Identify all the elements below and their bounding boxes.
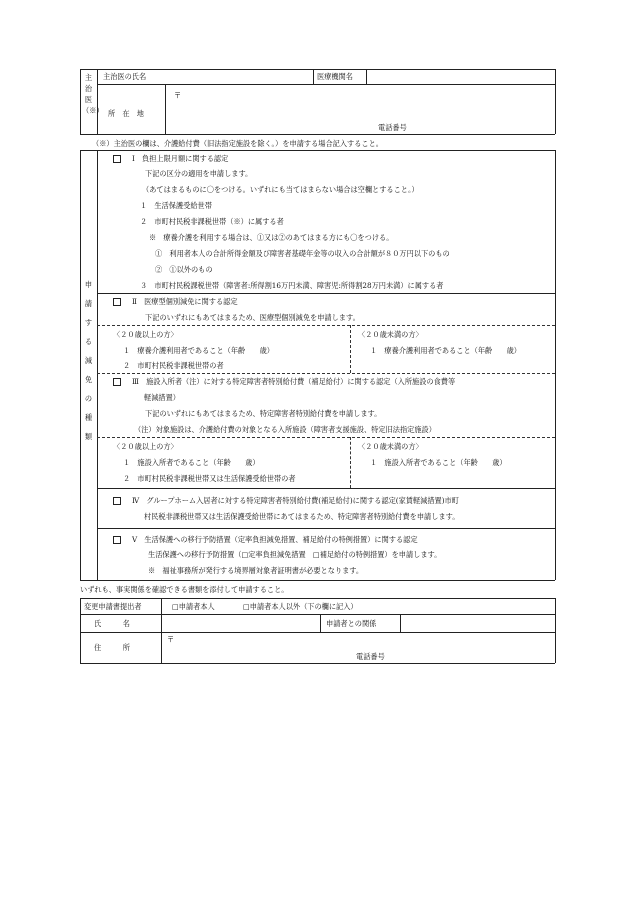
doctor-address-field[interactable] bbox=[166, 86, 554, 132]
section4-title-line2: 村民税非課税世帯又は生活保護受給世帯にあてはまるため、特定障害者特別給付費を申請します。 bbox=[144, 512, 460, 521]
section1-line1: 下記の区分の適用を申請します。 bbox=[145, 169, 253, 178]
section2-right-header: 〈２０歳未満の方〉 bbox=[358, 330, 423, 339]
section4-divider bbox=[97, 528, 555, 529]
doctor-name-field[interactable] bbox=[166, 71, 312, 83]
section4-checkbox[interactable] bbox=[113, 497, 121, 505]
doctor-name-label: 主治医の氏名 bbox=[103, 72, 147, 81]
doctor-table-right-border bbox=[555, 69, 556, 134]
change-name-divider bbox=[320, 614, 321, 632]
doctor-institution-divider bbox=[366, 69, 367, 84]
section2-subbox-bottom bbox=[97, 373, 555, 374]
doctor-address-label: 所 在 地 bbox=[108, 109, 144, 118]
doctor-table-top-border bbox=[80, 69, 555, 70]
change-table-right-border bbox=[555, 598, 556, 663]
section3-left-item2: ２ 市町村民税非課税世帯又は生活保護受給世帯の者 bbox=[123, 474, 296, 483]
doctor-note: （※）主治医の欄は、介護給付費（旧法指定施設を除く。）を申請する場合記入すること。 bbox=[92, 139, 383, 148]
section1-divider bbox=[97, 293, 555, 294]
change-name-label: 氏 名 bbox=[94, 619, 130, 628]
section2-left-item1: １ 療養介護利用者であること（年齢 歳） bbox=[123, 346, 274, 355]
section3-subbox-divider bbox=[350, 437, 351, 488]
institution-label: 医療機関名 bbox=[317, 72, 353, 81]
change-row2-divider bbox=[80, 632, 555, 633]
section4-title-line1: Ⅳ グループホーム入居者に対する特定障害者特別給付費(補足給付)に関する認定(家賃軽減措置)市町 bbox=[132, 496, 459, 505]
change-row1-divider bbox=[80, 614, 555, 615]
section3-left-header: 〈２０歳以上の方〉 bbox=[113, 442, 178, 451]
doctor-table-bottom-border bbox=[80, 134, 555, 135]
relation-label: 申請者との関係 bbox=[326, 619, 377, 628]
section3-divider bbox=[97, 488, 555, 489]
footer-note: いずれも、事実関係を確認できる書類を添付して申請すること。 bbox=[80, 585, 289, 594]
reduction-table-left-border bbox=[80, 150, 81, 580]
change-relation-divider bbox=[400, 614, 401, 632]
section2-subbox-divider bbox=[350, 325, 351, 373]
section1-sub2: ② ①以外のもの bbox=[155, 265, 213, 274]
section5-line1: 生活保護への移行予防措置（□定率負担減免措置 □補足給付の特例措置）を申請します。 bbox=[148, 550, 442, 559]
change-label-divider bbox=[161, 598, 162, 663]
doctor-name-divider bbox=[313, 69, 314, 84]
change-address-label: 住 所 bbox=[94, 643, 130, 652]
reduction-table-right-border bbox=[555, 150, 556, 580]
change-phone-label: 電話番号 bbox=[356, 652, 385, 661]
section2-checkbox[interactable] bbox=[113, 298, 121, 306]
section3-checkbox[interactable] bbox=[113, 378, 121, 386]
section1-item3: ３ 市町村民税課税世帯（障害者:所得割16万円未満、障害児:所得割28万円未満）に属する者 bbox=[140, 281, 444, 290]
section5-checkbox[interactable] bbox=[113, 536, 121, 544]
doctor-side-divider bbox=[97, 69, 98, 134]
section1-note: ※ 療養介護を利用する場合は、①又は②のあてはまる方にも〇をつける。 bbox=[149, 233, 394, 242]
section3-line1: 下記のいずれにもあてはまるため、特定障害者特別給付費を申請します。 bbox=[145, 409, 382, 418]
change-name-field[interactable] bbox=[163, 616, 318, 630]
change-table-bottom-border bbox=[80, 663, 555, 664]
section1-title: Ⅰ 負担上限月額に関する認定 bbox=[132, 154, 229, 163]
section1-item1: １ 生活保護受給世帯 bbox=[140, 201, 212, 210]
section1-sub1: ① 利用者本人の合計所得金額及び障害者基礎年金等の収入の合計額が８０万円以下のもの bbox=[155, 249, 450, 258]
section3-title-line2: 軽減措置） bbox=[144, 393, 180, 402]
submitter-label: 変更申請書提出者 bbox=[84, 602, 142, 611]
reduction-table-bottom-border bbox=[80, 580, 555, 581]
doctor-side-label: 主治医（※） bbox=[82, 73, 104, 115]
submitter-option-other[interactable]: □申請者本人以外（下の欄に記入） bbox=[243, 602, 358, 611]
section2-left-header: 〈２０歳以上の方〉 bbox=[113, 330, 178, 339]
section3-left-item1: １ 施設入所者であること（年齢 歳） bbox=[123, 458, 260, 467]
section3-right-header: 〈２０歳未満の方〉 bbox=[358, 442, 423, 451]
submitter-option-self[interactable]: □申請者本人 bbox=[172, 602, 215, 611]
section1-item2: ２ 市町村民税非課税世帯（※）に属する者 bbox=[140, 217, 284, 226]
section2-left-item2: ２ 市町村民税非課税世帯の者 bbox=[123, 361, 224, 370]
section2-right-item1: １ 療養介護利用者であること（年齢 歳） bbox=[370, 346, 521, 355]
section2-subbox-top bbox=[97, 325, 555, 326]
change-table-top-border bbox=[80, 598, 555, 599]
institution-field[interactable] bbox=[368, 71, 554, 83]
section1-checkbox[interactable] bbox=[113, 155, 121, 163]
reduction-side-divider bbox=[97, 150, 98, 580]
doctor-table-left-border bbox=[80, 69, 81, 134]
section1-line2: （あてはまるものに〇をつける。いずれにも当てはまらない場合は空欄とすること。） bbox=[142, 185, 419, 194]
reduction-table-top-border bbox=[80, 150, 555, 151]
change-table-left-border bbox=[80, 598, 81, 663]
section3-subbox-top bbox=[97, 437, 555, 438]
section3-title-line1: Ⅲ 施設入所者（注）に対する特定障害者特別給付費（補足給付）に関する認定（入所施設の食費等 bbox=[132, 377, 456, 386]
section2-line1: 下記のいずれにもあてはまるため、医療型個別減免を申請します。 bbox=[145, 313, 360, 322]
change-postal-mark: 〒 bbox=[167, 635, 175, 644]
reduction-side-label: 申請する減免の種類 bbox=[84, 280, 93, 441]
doctor-postal-mark: 〒 bbox=[174, 91, 182, 100]
section5-title: Ⅴ 生活保護への移行予防措置（定率負担減免措置、補足給付の特例措置）に関する認定 bbox=[132, 535, 418, 544]
section2-title: Ⅱ 医療型個別減免に関する認定 bbox=[132, 297, 238, 306]
relation-field[interactable] bbox=[402, 616, 553, 630]
section3-right-item1: １ 施設入所者であること（年齢 歳） bbox=[370, 458, 507, 467]
section5-note: ※ 福祉事務所が発行する境界層対象者証明書が必要となります。 bbox=[148, 566, 364, 575]
section3-note: （注）対象施設は、介護給付費の対象となる入所施設（障害者支援施設、特定旧法指定施設） bbox=[134, 425, 436, 434]
doctor-phone-label: 電話番号 bbox=[378, 123, 407, 132]
